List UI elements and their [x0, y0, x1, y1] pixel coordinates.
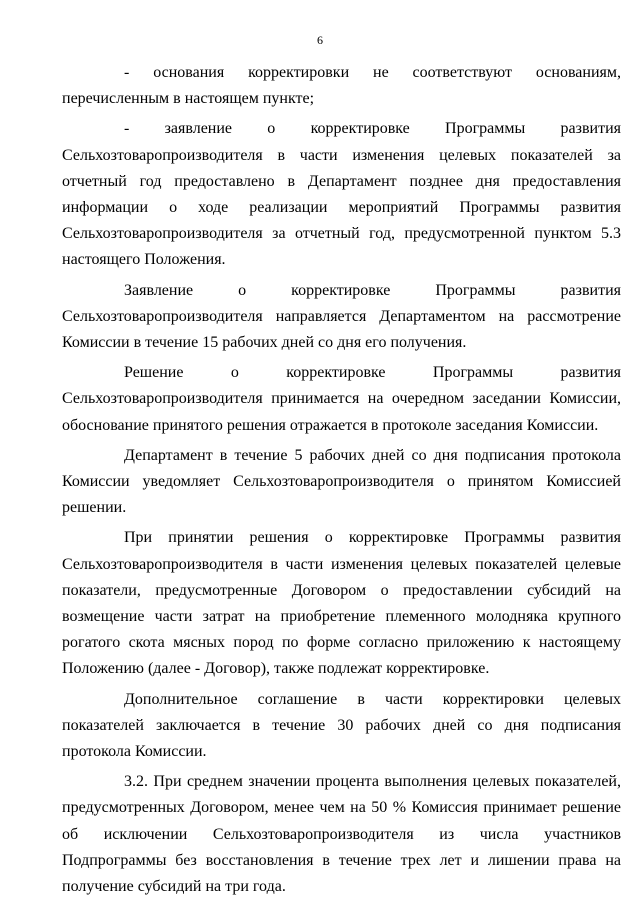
paragraph: При принятии решения о корректировке Программы развития Сельхозтоваропроизводителя в части изменения целевых показателей целевые показатели, предусмотренные Договором о предоставлении субсидий на возмещение части затрат на приобретение племенного молодняка крупного рогатого скота мясных пород по форме согласно приложению к настоящему Положению (далее - Договор), также подлежат корректировке.: [62, 529, 621, 678]
paragraph: Департамент в течение 5 рабочих дней со дня подписания протокола Комиссии уведомляет Сельхозтоваропроизводителя о принятом Комиссией решении.: [62, 446, 621, 517]
page-number: 6: [317, 33, 323, 47]
paragraph: Дополнительное соглашение в части корректировки целевых показателей заключается в течение 30 рабочих дней со дня подписания протокола Комиссии.: [62, 690, 621, 761]
paragraph: Заявление о корректировке Программы развития Сельхозтоваропроизводителя направляется Департаментом на рассмотрение Комиссии в течение 15 рабочих дней со дня его получения.: [62, 281, 621, 352]
paragraph: - основания корректировки не соответствуют основаниям, перечисленным в настоящем пункте;: [62, 64, 621, 108]
document-body: [62, 60, 621, 904]
paragraph: - заявление о корректировке Программы развития Сельхозтоваропроизводителя в части изменения целевых показателей за отчетный год предоставлено в Департамент позднее дня предоставления информации о ходе реализации мероприятий Программы развития Сельхозтоваропроизводителя за отчетный год, предусмотренной пунктом 5.3 настоящего Положения.: [62, 120, 621, 269]
paragraph: Решение о корректировке Программы развития Сельхозтоваропроизводителя принимается на очередном заседании Комиссии, обоснование принятого решения отражается в протоколе заседания Комиссии.: [62, 364, 621, 434]
paragraph: 3.2. При среднем значении процента выполнения целевых показателей, предусмотренных Договором, менее чем на 50 % Комиссия принимает решение об исключении Сельхозтоваропроизводителя из числа участников Подпрограммы без восстановления в течение трех лет и лишении права на получение субсидий на три года.: [62, 773, 621, 896]
